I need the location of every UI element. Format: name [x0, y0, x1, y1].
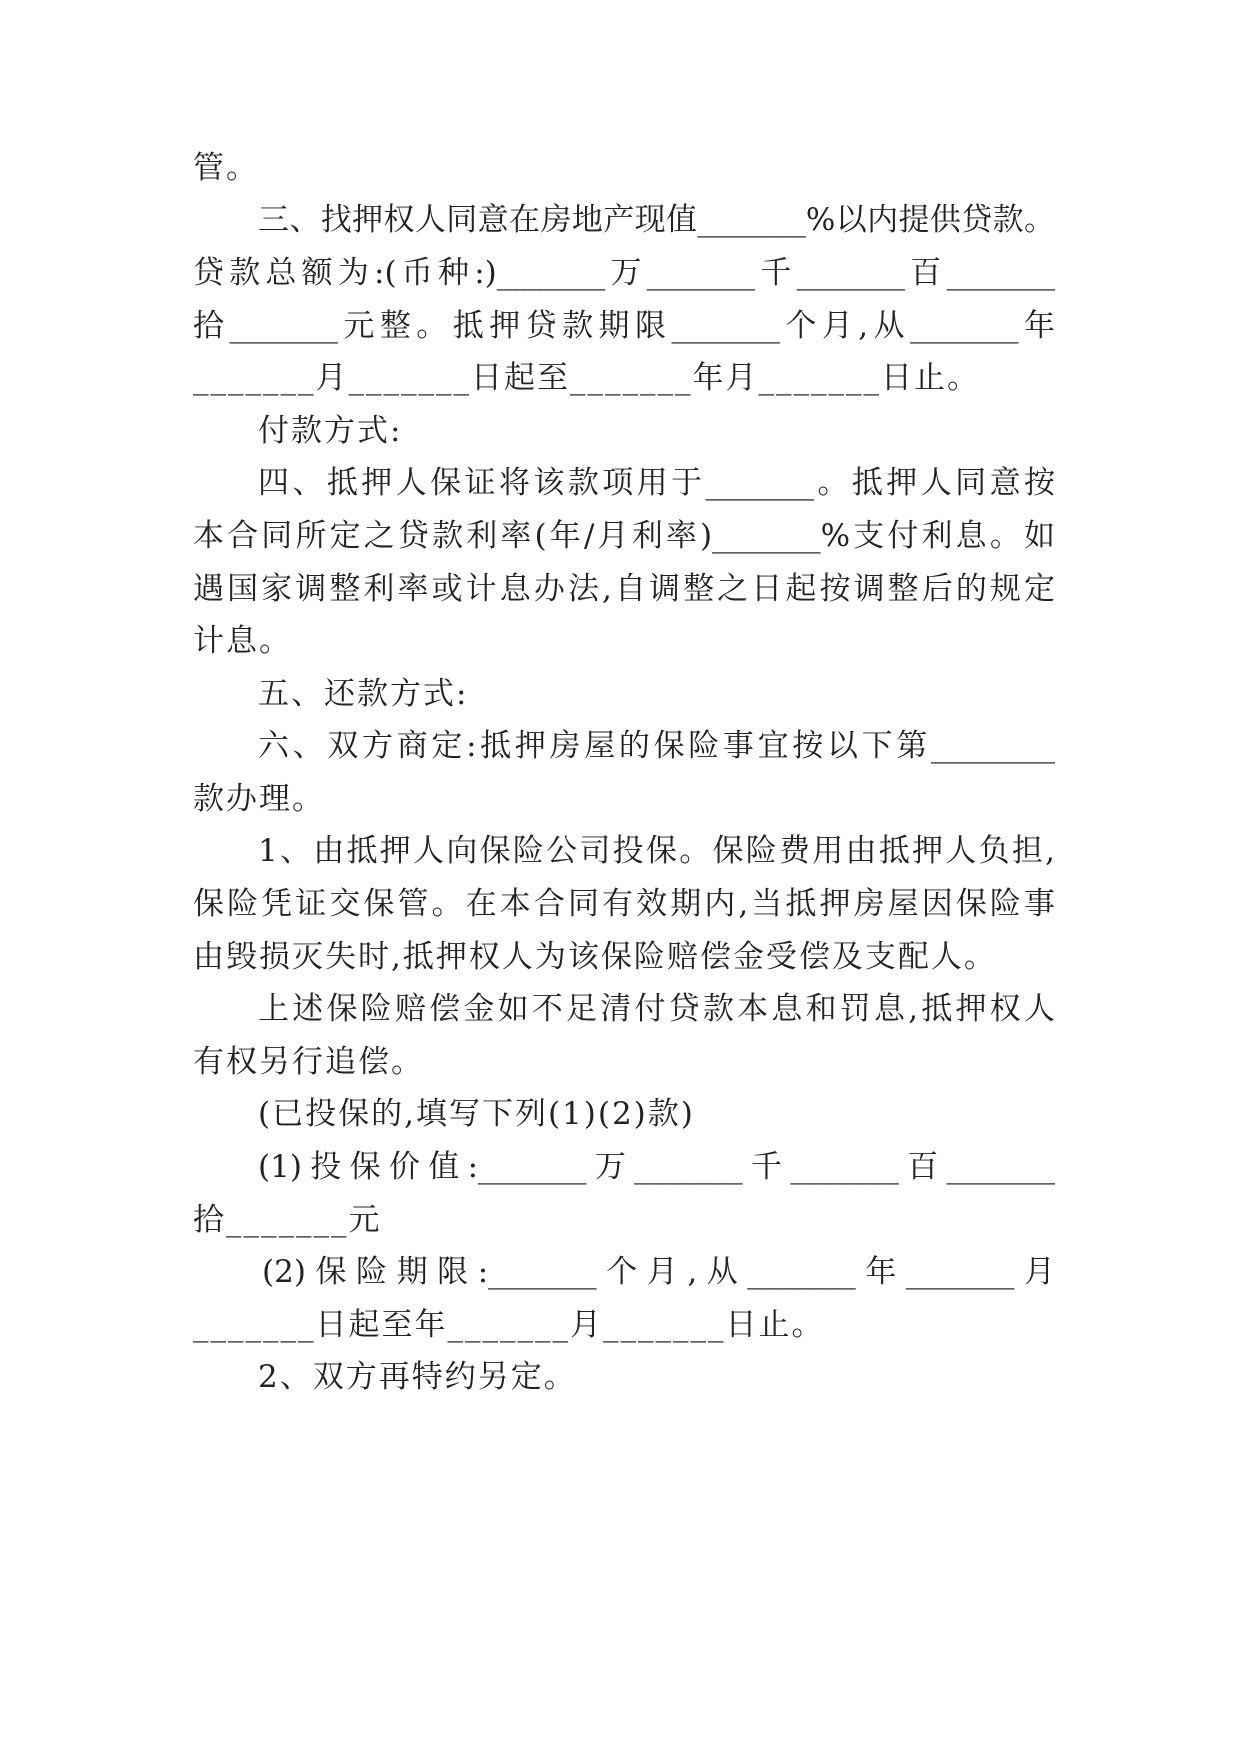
text-line: 遇国家调整利率或计息办法,自调整之日起按调整后的规定 — [193, 571, 1055, 607]
text-line: 保险凭证交保管。在本合同有效期内,当抵押房屋因保险事 — [193, 886, 1055, 922]
text-line: 款办理。 — [193, 781, 325, 817]
text-line: 本合同所定之贷款利率(年/月利率)_______%支付利息。如 — [193, 518, 1055, 554]
text-line: 有权另行追偿。 — [193, 1044, 424, 1080]
text-line: _______月_______日起至_______年月_______日止。 — [193, 360, 980, 396]
text-line: 三、找押权人同意在房地产现值_______%以内提供贷款。 — [258, 202, 1055, 238]
text-line: 五、还款方式: — [258, 676, 469, 712]
text-line: (2)保险期限:_______个月,从_______年_______月 — [262, 1254, 1055, 1290]
text-line: 拾_______元整。抵押贷款期限_______个月,从_______年 — [193, 308, 1055, 344]
text-line: 2、双方再特约另定。 — [258, 1359, 577, 1395]
text-line: (1)投保价值:_______万_______千_______百_______ — [258, 1149, 1055, 1185]
text-line: 付款方式: — [258, 413, 403, 449]
text-line: 六、双方商定:抵押房屋的保险事宜按以下第________ — [258, 728, 1055, 764]
text-line: 1、由抵押人向保险公司投保。保险费用由抵押人负担, — [258, 833, 1055, 869]
text-line: 四、抵押人保证将该款项用于_______。抵押人同意按 — [258, 465, 1055, 501]
text-line: 上述保险赔偿金如不足清付贷款本息和罚息,抵押权人 — [258, 991, 1055, 1027]
text-line: 计息。 — [193, 623, 292, 659]
text-line: 贷款总额为:(币种:)_______万_______千_______百_______ — [193, 255, 1055, 291]
text-line: (已投保的,填写下列(1)(2)款) — [258, 1096, 695, 1132]
text-line: 拾_______元 — [193, 1202, 382, 1238]
text-line: _______日起至年_______月_______日止。 — [193, 1307, 825, 1343]
text-line: 由毁损灭失时,抵押权人为该保险赔偿金受偿及支配人。 — [193, 939, 997, 975]
text-line: 管。 — [193, 150, 259, 186]
